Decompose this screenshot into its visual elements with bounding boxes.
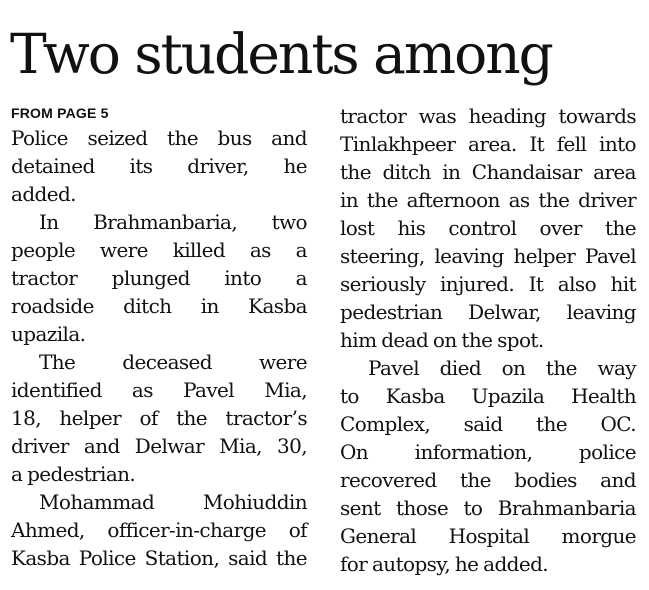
text-line: Complex, said the OC. xyxy=(340,412,636,436)
text-line: sent those to Brahmanbaria xyxy=(340,496,636,520)
text-line: identified as Pavel Mia, xyxy=(11,378,307,402)
article-paragraph xyxy=(340,102,636,354)
text-line: in the afternoon as the driver xyxy=(340,188,636,212)
text-line: to Kasba Upazila Health xyxy=(340,384,636,408)
text-line: recovered the bodies and xyxy=(340,468,636,492)
text-line: added. xyxy=(11,182,76,206)
continued-from-label: FROM PAGE 5 xyxy=(11,105,109,121)
text-line: him dead on the spot. xyxy=(340,328,544,352)
right-column xyxy=(340,102,636,578)
text-line: 18, helper of the tractor’s xyxy=(11,406,307,430)
text-line: Kasba Police Station, said the xyxy=(11,546,307,570)
text-line: seriously injured. It also hit xyxy=(340,272,636,296)
text-line: detained its driver, he xyxy=(11,154,307,178)
text-line: tractor was heading towards xyxy=(340,104,636,128)
text-line: The deceased were xyxy=(39,350,307,374)
text-line: Ahmed, officer-in-charge of xyxy=(11,518,307,542)
article-paragraph xyxy=(11,124,307,208)
text-line: upazila. xyxy=(11,322,86,346)
text-line: General Hospital morgue xyxy=(340,524,636,548)
text-line: Mohammad Mohiuddin xyxy=(39,490,307,514)
article-paragraph xyxy=(340,354,636,578)
text-line: pedestrian Delwar, leaving xyxy=(340,300,636,324)
text-line: a pedestrian. xyxy=(11,462,136,486)
text-line: for autopsy, he added. xyxy=(340,552,549,576)
text-line: steering, leaving helper Pavel xyxy=(340,244,636,268)
text-line: roadside ditch in Kasba xyxy=(11,294,307,318)
article-paragraph xyxy=(11,348,307,488)
text-line: tractor plunged into a xyxy=(11,266,307,290)
article-paragraph xyxy=(11,208,307,348)
left-column xyxy=(11,102,307,572)
text-line: Tinlakhpeer area. It fell into xyxy=(340,132,636,156)
text-line: lost his control over the xyxy=(340,216,636,240)
text-line: Police seized the bus and xyxy=(11,126,307,150)
headline: Two students among xyxy=(10,22,552,86)
text-line: driver and Delwar Mia, 30, xyxy=(11,434,307,458)
article-paragraph xyxy=(11,488,307,572)
text-line: people were killed as a xyxy=(11,238,307,262)
text-line: Pavel died on the way xyxy=(368,356,636,380)
text-line: In Brahmanbaria, two xyxy=(39,210,307,234)
text-line: the ditch in Chandaisar area xyxy=(340,160,636,184)
text-line: On information, police xyxy=(340,440,636,464)
